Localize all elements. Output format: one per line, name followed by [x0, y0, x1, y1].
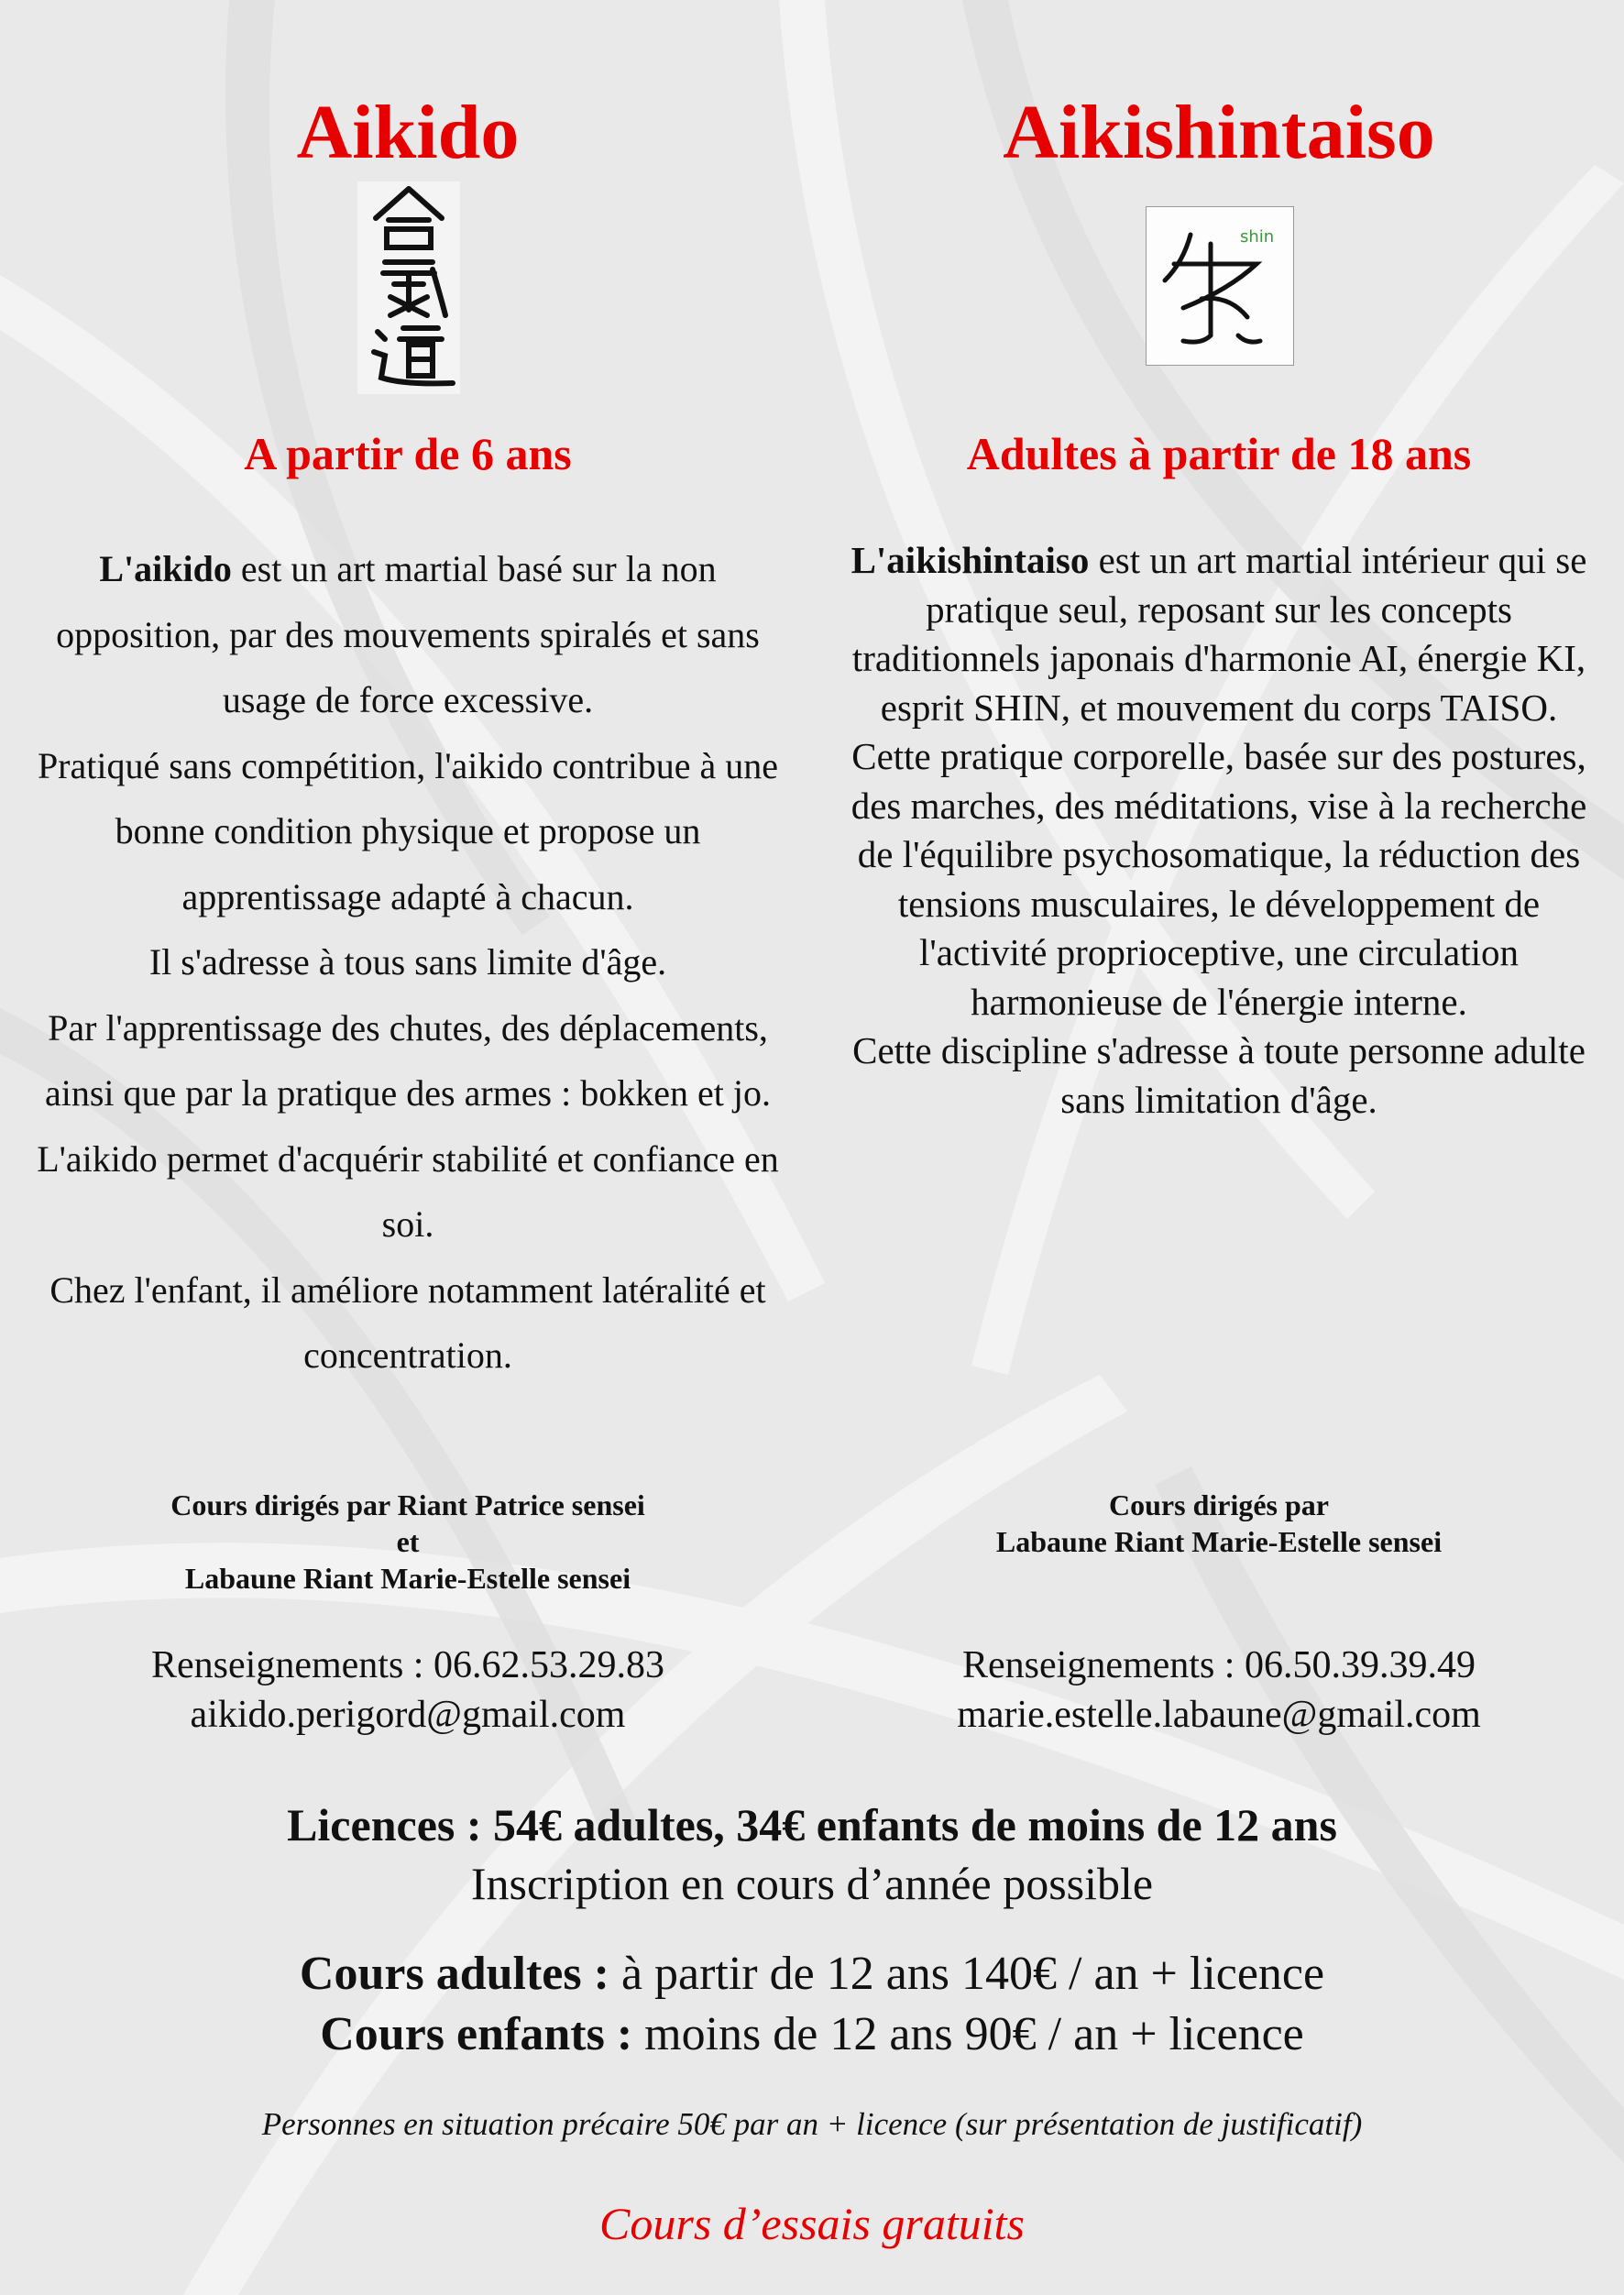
aikido-title: Aikido	[296, 90, 520, 175]
licences-line: Licences : 54€ adultes, 34€ enfants de moins de 12 ans	[287, 1799, 1337, 1850]
cours-adultes-line	[0, 1945, 1624, 2004]
aikido-kanji-logo	[357, 181, 460, 394]
aikishintaiso-logo	[1146, 206, 1294, 366]
aikishintaiso-phone: Renseignements : 06.50.39.39.49	[962, 1644, 1476, 1686]
aikido-para-4: Par l'apprentissage des chutes, des déplacements, ainsi que par la pratique des armes : bokken et jo. L'aikido permet d'acquérir stabilité et confiance en soi.	[37, 1006, 779, 1245]
aikishintaiso-instructors	[843, 1487, 1595, 1560]
aikido-instructor-line-1: Cours dirigés par Riant Patrice sensei	[170, 1488, 645, 1521]
aikishintaiso-email: marie.estelle.labaune@gmail.com	[957, 1694, 1481, 1736]
aikishintaiso-description	[843, 536, 1595, 1125]
aikishintaiso-instructor-line-2: Labaune Riant Marie-Estelle sensei	[995, 1525, 1443, 1558]
aikishintaiso-intro-bold: L'aikishintaiso	[850, 539, 1090, 581]
precaire-note: Personnes en situation précaire 50€ par an + licence (sur présentation de justificatif)	[261, 2106, 1363, 2142]
aikido-description	[37, 536, 779, 1389]
cours-enfants-label: Cours enfants :	[320, 2008, 633, 2060]
aikido-para-2: Pratiqué sans compétition, l'aikido contribue à une bonne condition physique et propose un apprentissage adapté à chacun.	[37, 744, 779, 917]
aikido-intro-bold: L'aikido	[99, 548, 232, 589]
free-trial-note: Cours d’essais gratuits	[599, 2198, 1025, 2249]
aikido-contact	[37, 1641, 779, 1740]
aikido-intro-text: est un art martial basé sur la non opposition, par des mouvements spiralés et sans usage de force excessive.	[56, 548, 760, 720]
aikido-para-3: Il s'adresse à tous sans limite d'âge.	[148, 941, 667, 983]
aikishintaiso-contact	[843, 1641, 1595, 1740]
inscription-line: Inscription en cours d’année possible	[470, 1858, 1154, 1909]
aikido-para-5: Chez l'enfant, il améliore notamment latéralité et concentration.	[49, 1268, 766, 1376]
aikishintaiso-para-2: Cette pratique corporelle, basée sur des postures, des marches, des méditations, vise à la recherche de l'équilibre psychosomatique, la réduction des tensions musculaires, le développement de l'activité proprioceptive, une circulation harmonieuse de l'énergie interne.	[850, 735, 1587, 1023]
cours-adultes-label: Cours adultes :	[299, 1948, 609, 2000]
aikishintaiso-subtitle: Adultes à partir de 18 ans	[966, 428, 1472, 479]
cours-adultes-text: à partir de 12 ans 140€ / an + licence	[609, 1948, 1325, 2000]
aikido-instructors	[37, 1487, 779, 1597]
cours-enfants-text: moins de 12 ans 90€ / an + licence	[632, 2008, 1304, 2060]
aikido-subtitle: A partir de 6 ans	[244, 428, 572, 479]
aikido-phone: Renseignements : 06.62.53.29.83	[151, 1644, 664, 1686]
cours-enfants-line	[0, 2005, 1624, 2064]
aikido-instructor-line-3: Labaune Riant Marie-Estelle sensei	[184, 1562, 631, 1595]
aikishintaiso-logo-text: shin	[1240, 227, 1275, 247]
aikishintaiso-instructor-line-1: Cours dirigés par	[1109, 1488, 1329, 1521]
aikishintaiso-intro-text: est un art martial intérieur qui se pratique seul, reposant sur les concepts traditionnels japonais d'harmonie AI, énergie KI, esprit SHIN, et mouvement du corps TAISO.	[851, 539, 1587, 729]
aikido-instructor-line-2: et	[396, 1525, 420, 1558]
aikido-email: aikido.perigord@gmail.com	[190, 1694, 626, 1736]
aikishintaiso-para-3: Cette discipline s'adresse à toute personne adulte sans limitation d'âge.	[852, 1029, 1586, 1121]
aikishintaiso-title: Aikishintaiso	[1003, 90, 1435, 175]
